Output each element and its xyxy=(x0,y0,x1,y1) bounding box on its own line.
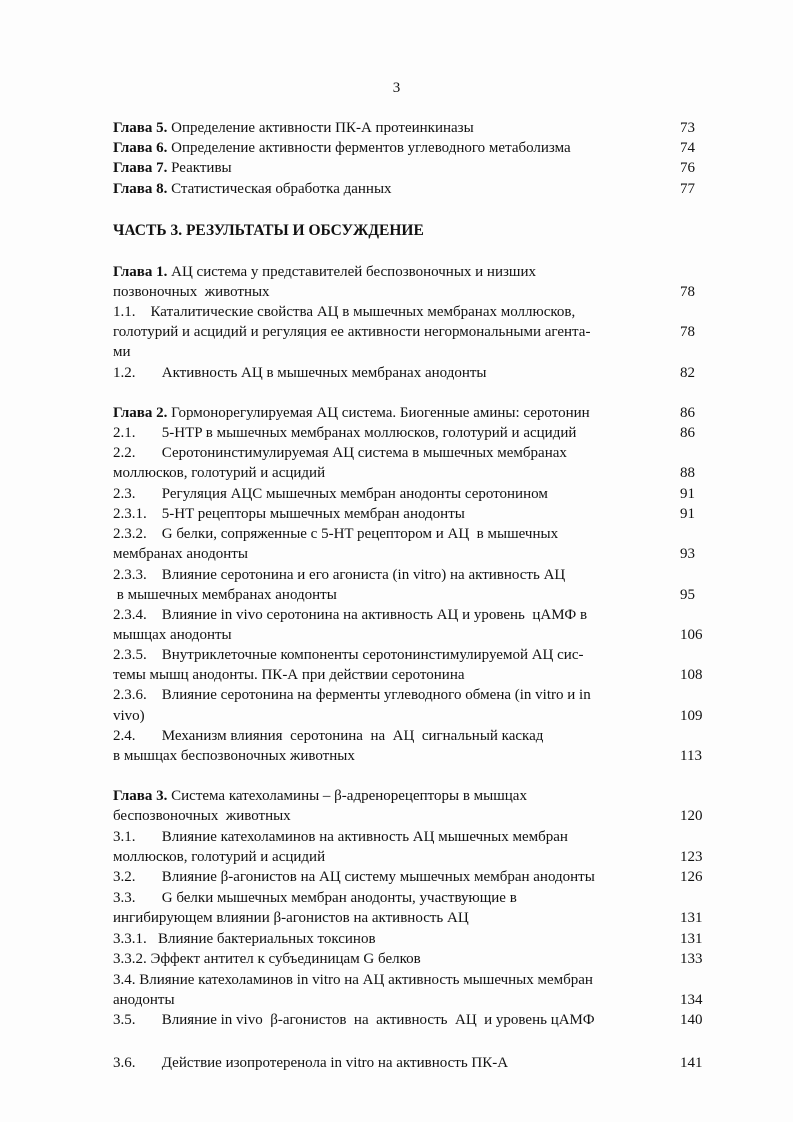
entry-title: Определение активности ПК-А протеинкиназы xyxy=(167,120,474,136)
entry-title: ингибирующем влиянии β-агонистов на активность АЦ xyxy=(113,910,469,926)
entry-title: моллюсков, голотурий и асцидий xyxy=(113,849,326,865)
toc-entry xyxy=(113,848,325,866)
entry-title: Реактивы xyxy=(167,160,232,176)
entry-page-number: 126 xyxy=(680,869,703,885)
toc-entry xyxy=(113,909,469,927)
toc-entry xyxy=(113,747,355,765)
entry-page-number: 73 xyxy=(680,120,695,136)
entry-title: 2.3. Регуляция АЦС мышечных мембран анодонты серотонином xyxy=(113,486,548,502)
toc-entry xyxy=(113,424,576,442)
toc-entry xyxy=(113,807,291,825)
toc-entry xyxy=(113,606,587,624)
toc-entry xyxy=(113,159,232,177)
entry-title: 2.4. Механизм влияния серотонина на АЦ сигнальный каскад xyxy=(113,728,544,744)
entry-page-number: 91 xyxy=(680,506,695,522)
entry-page-number: 134 xyxy=(680,992,703,1008)
entry-title: в мышечных мембранах анодонты xyxy=(113,587,337,603)
toc-entry xyxy=(113,404,590,422)
chapter-label: Глава 8. xyxy=(113,181,168,197)
entry-title: 1.1. Каталитические свойства АЦ в мышечных мембранах моллюсков, xyxy=(113,304,576,320)
toc-entry xyxy=(113,263,536,281)
toc-entry xyxy=(113,323,590,341)
entry-page-number: 133 xyxy=(680,951,703,967)
entry-title: 2.3.1. 5-HT рецепторы мышечных мембран анодонты xyxy=(113,506,465,522)
entry-title: vivo) xyxy=(113,708,145,724)
entry-page-number: 91 xyxy=(680,486,695,502)
entry-page-number: 86 xyxy=(680,405,695,421)
toc-entry xyxy=(113,525,558,543)
entry-title: Статистическая обработка данных xyxy=(167,181,392,197)
toc-entry xyxy=(113,586,337,604)
toc-entry xyxy=(113,1011,595,1029)
toc-entry xyxy=(113,343,131,361)
entry-title: в мышцах беспозвоночных животных xyxy=(113,748,355,764)
toc-entry xyxy=(113,485,548,503)
toc-entry xyxy=(113,626,232,644)
entry-page-number: 78 xyxy=(680,284,695,300)
toc-entry xyxy=(113,646,583,664)
entry-page-number: 131 xyxy=(680,910,703,926)
toc-entry xyxy=(113,283,270,301)
entry-title: 2.3.5. Внутриклеточные компоненты серотонинстимулируемой АЦ сис- xyxy=(113,647,584,663)
chapter-label: Глава 6. xyxy=(113,140,168,156)
entry-title: 1.2. Активность АЦ в мышечных мембранах анодонты xyxy=(113,365,487,381)
entry-title: моллюсков, голотурий и асцидий xyxy=(113,465,326,481)
entry-page-number: 76 xyxy=(680,160,695,176)
toc-entry xyxy=(113,666,465,684)
toc-entry xyxy=(113,1054,508,1072)
entry-title: 3.3.1. Влияние бактериальных токсинов xyxy=(113,931,376,947)
toc-entry xyxy=(113,464,325,482)
entry-page-number: 108 xyxy=(680,667,703,683)
entry-title: 2.3.6. Влияние серотонина на ферменты углеводного обмена (in vitro и in xyxy=(113,687,591,703)
entry-page-number: 88 xyxy=(680,465,695,481)
entry-page-number: 131 xyxy=(680,931,703,947)
toc-entry xyxy=(113,991,175,1009)
part-title: ЧАСТЬ 3. РЕЗУЛЬТАТЫ И ОБСУЖДЕНИЕ xyxy=(113,222,424,239)
entry-title: Гормонорегулируемая АЦ система. Биогенные амины: серотонин xyxy=(167,405,590,421)
entry-title: 3.6. Действие изопротеренола in vitro на активность ПК-А xyxy=(113,1055,509,1071)
entry-title: анодонты xyxy=(113,992,175,1008)
entry-title: позвоночных животных xyxy=(113,284,270,300)
toc-entry xyxy=(113,545,248,563)
entry-title: мышцах анодонты xyxy=(113,627,232,643)
toc-entry xyxy=(113,139,571,157)
toc-entry xyxy=(113,707,145,725)
entry-page-number: 95 xyxy=(680,587,695,603)
entry-title: беспозвоночных животных xyxy=(113,808,291,824)
toc-entry xyxy=(113,727,543,745)
entry-title: АЦ система у представителей беспозвоночных и низших xyxy=(167,264,536,280)
entry-page-number: 77 xyxy=(680,181,695,197)
entry-title: Система катехоламины – β-адренорецепторы в мышцах xyxy=(167,788,527,804)
entry-title: 2.1. 5-HTP в мышечных мембранах моллюсков, голотурий и асцидий xyxy=(113,425,577,441)
entry-page-number: 120 xyxy=(680,808,703,824)
entry-page-number: 109 xyxy=(680,708,703,724)
entry-page-number: 74 xyxy=(680,140,695,156)
entry-title: 3.3. G белки мышечных мембран анодонты, участвующие в xyxy=(113,890,517,906)
entry-page-number: 106 xyxy=(680,627,703,643)
entry-title: 2.3.2. G белки, сопряженные с 5-HT рецептором и АЦ в мышечных xyxy=(113,526,559,542)
toc-entry xyxy=(113,828,568,846)
toc-entry xyxy=(113,868,595,886)
entry-title: голотурий и асцидий и регуляция ее активности негормональными агента- xyxy=(113,324,591,340)
entry-title: 3.2. Влияние β-агонистов на АЦ систему мышечных мембран анодонты xyxy=(113,869,595,885)
toc-entry xyxy=(113,364,487,382)
entry-title: 3.4. Влияние катехоламинов in vitro на АЦ активность мышечных мембран xyxy=(113,972,593,988)
toc-entry xyxy=(113,971,593,989)
toc-entry xyxy=(113,787,527,805)
entry-page-number: 141 xyxy=(680,1055,703,1071)
entry-page-number: 113 xyxy=(680,748,702,764)
entry-page-number: 93 xyxy=(680,546,695,562)
entry-page-number: 86 xyxy=(680,425,695,441)
toc-entry xyxy=(113,566,565,584)
toc-entry xyxy=(113,950,421,968)
toc-entry xyxy=(113,303,575,321)
entry-page-number: 140 xyxy=(680,1012,703,1028)
page-number: 3 xyxy=(392,80,401,96)
chapter-label: Глава 2. xyxy=(113,405,168,421)
chapter-label: Глава 1. xyxy=(113,264,168,280)
entry-title: 2.3.3. Влияние серотонина и его агониста (in vitro) на активность АЦ xyxy=(113,567,566,583)
entry-title: ми xyxy=(113,344,131,360)
entry-page-number: 123 xyxy=(680,849,703,865)
entry-title: 3.5. Влияние in vivo β-агонистов на активность АЦ и уровень цАМФ xyxy=(113,1012,595,1028)
chapter-label: Глава 7. xyxy=(113,160,168,176)
entry-title: темы мышц анодонты. ПК-А при действии серотонина xyxy=(113,667,465,683)
entry-title: 2.3.4. Влияние in vivo серотонина на активность АЦ и уровень цАМФ в xyxy=(113,607,588,623)
toc-entry xyxy=(113,889,517,907)
toc-entry xyxy=(113,180,392,198)
toc-entry xyxy=(113,444,567,462)
chapter-label: Глава 5. xyxy=(113,120,168,136)
entry-page-number: 78 xyxy=(680,324,695,340)
entry-title: 2.2. Серотонинстимулируемая АЦ система в мышечных мембранах xyxy=(113,445,567,461)
toc-entry xyxy=(113,505,465,523)
chapter-label: Глава 3. xyxy=(113,788,168,804)
toc-entry xyxy=(113,930,376,948)
entry-title: Определение активности ферментов углеводного метаболизма xyxy=(167,140,571,156)
entry-title: 3.1. Влияние катехоламинов на активность АЦ мышечных мембран xyxy=(113,829,568,845)
entry-title: 3.3.2. Эффект антител к субъединицам G белков xyxy=(113,951,421,967)
entry-title: мембранах анодонты xyxy=(113,546,248,562)
toc-entry xyxy=(113,686,591,704)
toc-entry xyxy=(113,119,474,137)
entry-page-number: 82 xyxy=(680,365,695,381)
